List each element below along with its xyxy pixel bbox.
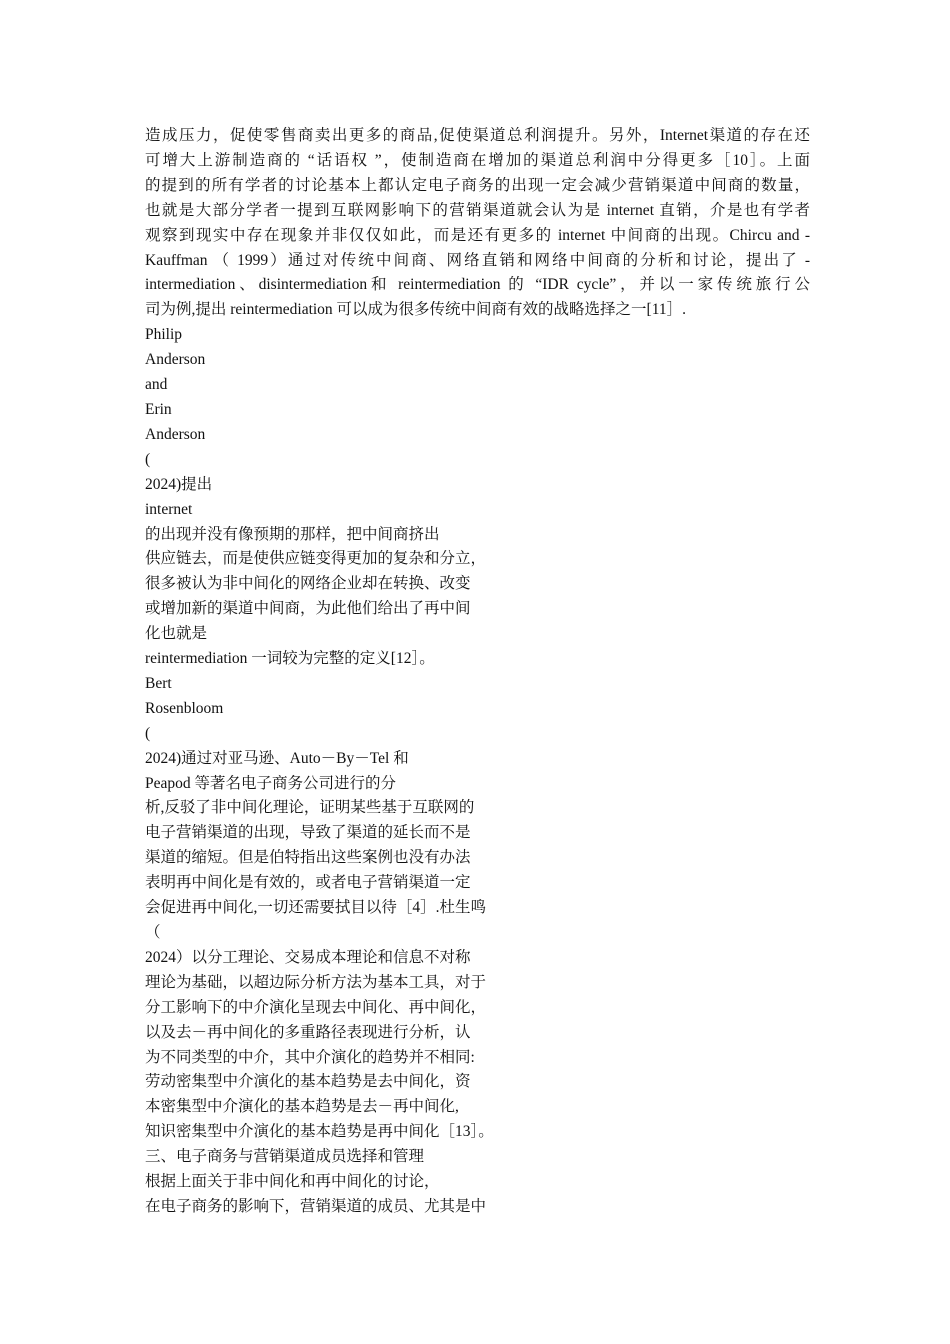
paragraph-line: 可增大上游制造商的 “话语权 ”，使制造商在增加的渠道总利润中分得更多［10］。上面 [145,151,810,169]
paragraph-line: 造成压力，促使零售商卖出更多的商品,促使渠道总利润提升。另外，Internet渠道的存在还 [145,127,810,144]
paragraph-line: 根据上面关于非中间化和再中间化的讨论， [145,1173,440,1191]
paragraph-line: 析,反驳了非中间化理论，证明某些基于互联网的 [145,799,475,817]
paragraph-line: 理论为基础，以超边际分析方法为基本工具，对于 [145,973,487,991]
paragraph-line: 会促进再中间化,一切还需要拭目以待［4］.杜生鸣 [145,899,487,917]
paragraph-line: 2024)提出 [145,475,213,493]
paragraph-line: 渠道的缩短。但是伯特指出这些案例也没有办法 [145,849,471,867]
paragraph-line: Bert [145,674,172,692]
paragraph-line: Philip [145,326,183,344]
paragraph-line: 2024)通过对亚马逊、Auto－By－Tel 和 [145,749,409,767]
paragraph-line: Rosenbloom [145,699,224,717]
paragraph-line: 的出现并没有像预期的那样，把中间商挤出 [145,525,440,543]
paragraph-line: 或增加新的渠道中间商，为此他们给出了再中间 [145,600,471,618]
paragraph-line: 供应链去，而是使供应链变得更加的复杂和分立， [145,550,487,568]
paragraph-line: 司为例,提出 reintermediation 可以成为很多传统中间商有效的战略选择之一[11］. [145,301,687,319]
paragraph-line: ( [145,450,151,468]
paragraph-line: ( [145,724,151,742]
paragraph-line: Erin [145,400,172,418]
paragraph-line: Peapod 等著名电子商务公司进行的分 [145,774,397,792]
paragraph-line: 2024）以分工理论、交易成本理论和信息不对称 [145,948,471,966]
paragraph-line: internet [145,500,193,518]
section-heading: 三、电子商务与营销渠道成员选择和管理 [145,1148,425,1166]
paragraph-line: reintermediation 一词较为完整的定义[12］。 [145,650,435,668]
paragraph-line: intermediation、disintermediation和 reintermediation 的 “IDR cycle”，并以一家传统旅行公 [145,276,810,294]
paragraph-line: 化也就是 [145,625,208,643]
paragraph-line: 劳动密集型中介演化的基本趋势是去中间化，资 [145,1073,471,1091]
paragraph-line: Anderson [145,351,206,369]
paragraph-line: 为不同类型的中介，其中介演化的趋势并不相同: [145,1048,475,1066]
paragraph-line: 分工影响下的中介演化呈现去中间化、再中间化， [145,998,487,1016]
paragraph-line: 以及去－再中间化的多重路径表现进行分析，认 [145,1023,471,1041]
paragraph-line: 很多被认为非中间化的网络企业却在转换、改变 [145,575,471,593]
paragraph-line: 本密集型中介演化的基本趋势是去－再中间化, [145,1098,459,1116]
paragraph-line: 知识密集型中介演化的基本趋势是再中间化［13］。 [145,1123,494,1141]
paragraph-line: Anderson [145,425,206,443]
paragraph-line: 也就是大部分学者一提到互联网影响下的营销渠道就会认为是 internet 直销，介是也有学者 [145,201,810,219]
paragraph-line: 表明再中间化是有效的，或者电子营销渠道一定 [145,874,471,892]
paragraph-line: 的提到的所有学者的讨论基本上都认定电子商务的出现一定会减少营销渠道中间商的数量， [145,176,810,194]
paragraph-line: and [145,376,168,394]
paragraph-line: 在电子商务的影响下，营销渠道的成员、尤其是中 [145,1197,487,1215]
paragraph-line: Kauffman （ 1999）通过对传统中间商、网络直销和网络中间商的分析和讨论，提出了 - [145,251,810,269]
body-text [145,124,815,1220]
paragraph-line: （ [145,924,161,941]
paragraph-line: 电子营销渠道的出现，导致了渠道的延长而不是 [145,824,471,842]
paragraph-line: 观察到现实中存在现象并非仅仅如此，而是还有更多的 internet 中间商的出现。Chircu and - [145,226,810,244]
